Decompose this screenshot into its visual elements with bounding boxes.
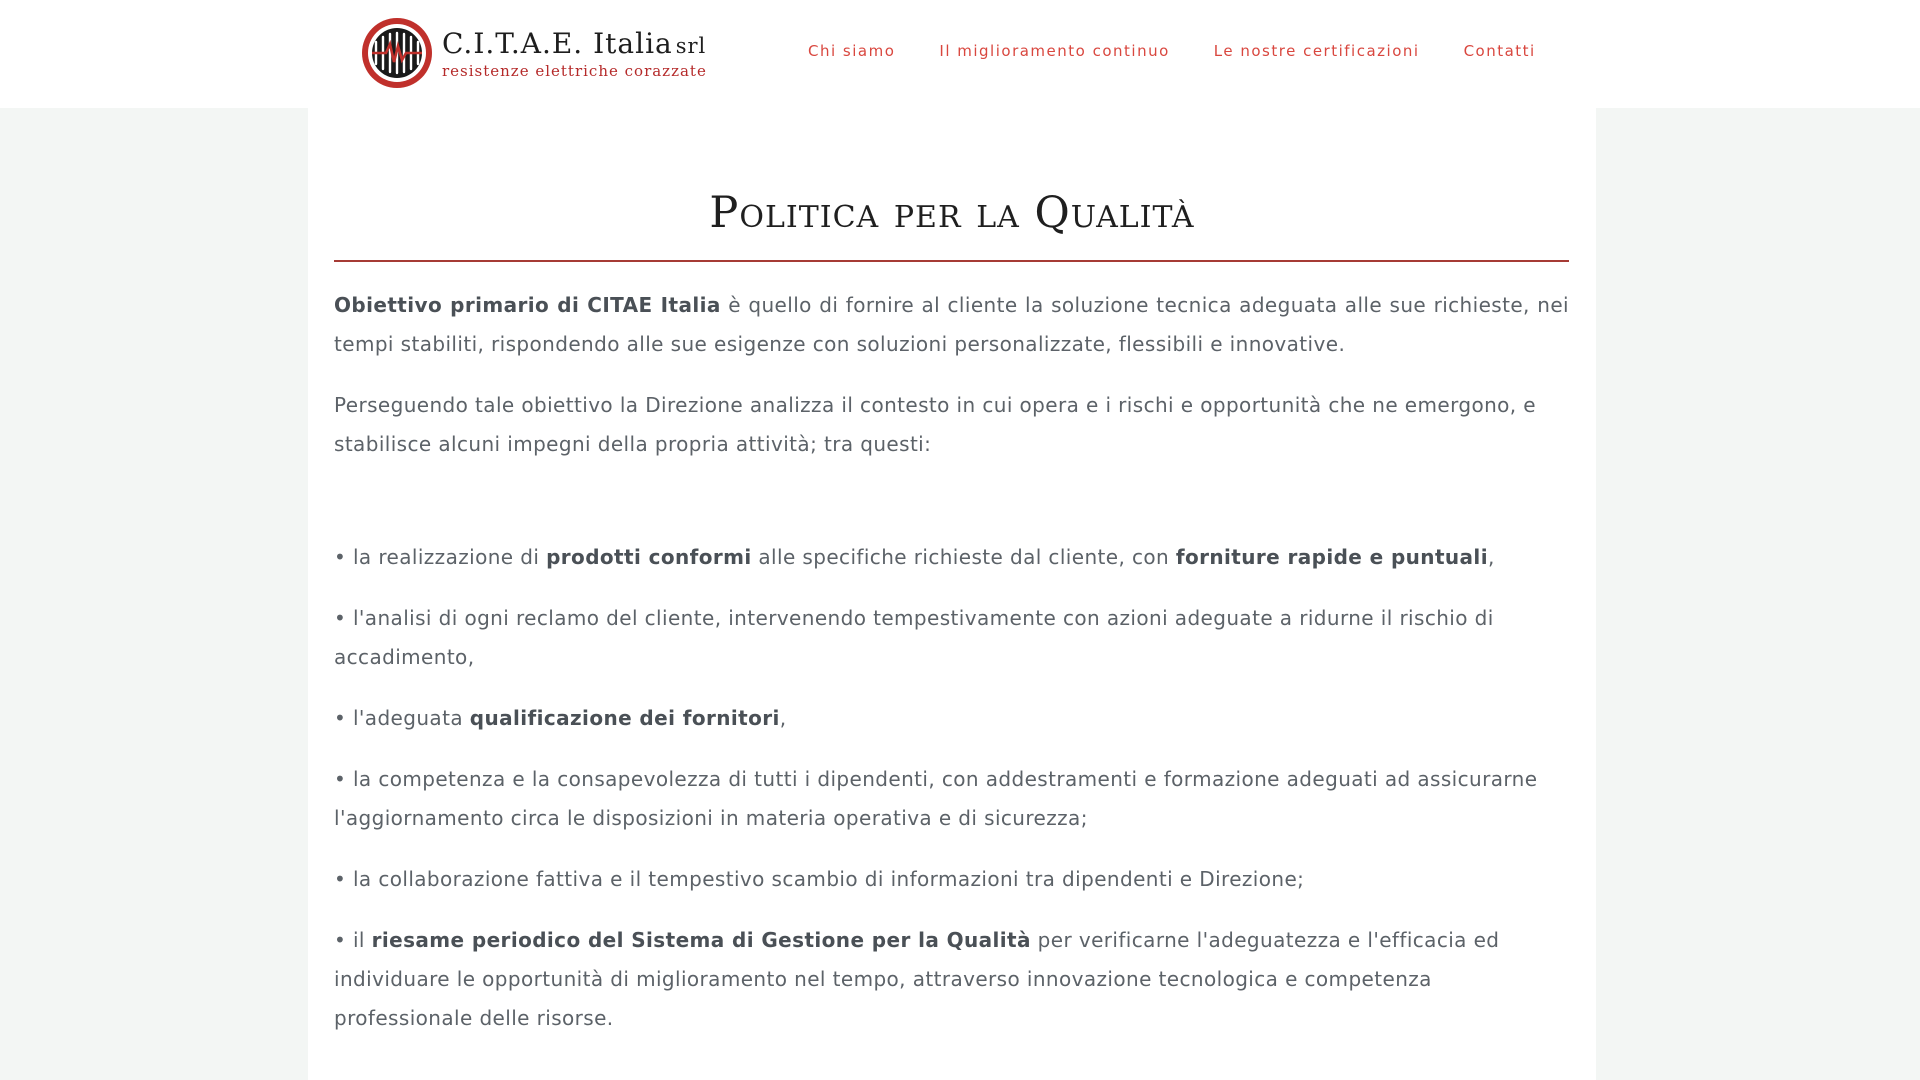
bullet-text: , [1487, 545, 1495, 569]
list-item: • l'analisi di ogni reclamo del cliente, intervenendo tempestivamente con azioni adeguate a ridurne il rischio di accadimento, [334, 606, 1494, 669]
main-navigation [808, 42, 1536, 60]
context-paragraph: Perseguendo tale obiettivo la Direzione analizza il contesto in cui opera e i rischi e opportunità che ne emergono, e stabilisce alcuni impegni della propria attività; tra questi: [334, 393, 1537, 456]
intro-text: è quello di fornire al cliente la soluzione tecnica adeguata alle sue richieste, nei tempi stabiliti, rispondendo alle sue esigenze con soluzioni personalizzate, flessibili e innovative. [334, 293, 1569, 356]
list-item: • la collaborazione fattiva e il tempestivo scambio di informazioni tra dipendenti e Direzione; [334, 867, 1305, 891]
brand-suffix: srl [675, 34, 707, 58]
bullet-text: • l'adeguata [334, 706, 470, 730]
bullet-text: • la realizzazione di [334, 545, 547, 569]
bullet-text: , [779, 706, 787, 730]
list-item [334, 921, 1569, 1038]
bullet-text: alle specifiche richieste dal cliente, con [751, 545, 1176, 569]
bullet-bold: forniture rapide e puntuali [1175, 545, 1488, 569]
intro-bold: Obiettivo primario di CITAE Italia [334, 293, 721, 317]
bullet-bold: riesame periodico del Sistema di Gestione per la Qualità [371, 928, 1031, 952]
bullet-text: • il [334, 928, 372, 952]
site-logo[interactable] [360, 16, 707, 90]
nav-item-chi-siamo[interactable]: Chi siamo [808, 42, 896, 60]
nav-item-miglioramento-continuo[interactable]: Il miglioramento continuo [939, 42, 1170, 60]
brand-name-text: C.I.T.A.E. Italia [442, 27, 673, 60]
brand-name [442, 27, 707, 63]
bullet-bold: prodotti conformi [546, 545, 752, 569]
list-item [334, 699, 1569, 738]
intro-paragraph [334, 286, 1569, 364]
title-divider [334, 260, 1569, 262]
bullet-bold: qualificazione dei fornitori [469, 706, 780, 730]
citae-emblem-icon [360, 16, 434, 90]
brand-tagline: resistenze elettriche corazzate [442, 62, 707, 80]
spacer [334, 486, 1569, 538]
list-item [334, 538, 1569, 577]
nav-item-certificazioni[interactable]: Le nostre certificazioni [1213, 42, 1420, 60]
site-header [0, 0, 1920, 108]
page-title: Politica per la Qualità [709, 188, 1195, 238]
policy-text [334, 286, 1569, 1060]
list-item: • la competenza e la consapevolezza di tutti i dipendenti, con addestramenti e formazione adeguati ad assicurarne l'aggiornamento circa le disposizioni in materia operativa e di sicurezza; [334, 767, 1538, 830]
nav-item-contatti[interactable]: Contatti [1463, 42, 1536, 60]
bullet-text: per verificarne l'adeguatezza e l'efficacia ed individuare le opportunità di miglioramento nel tempo, attraverso innovazione tecnologica e competenza professionale delle risorse. [334, 928, 1500, 1030]
main-content [308, 108, 1596, 1080]
